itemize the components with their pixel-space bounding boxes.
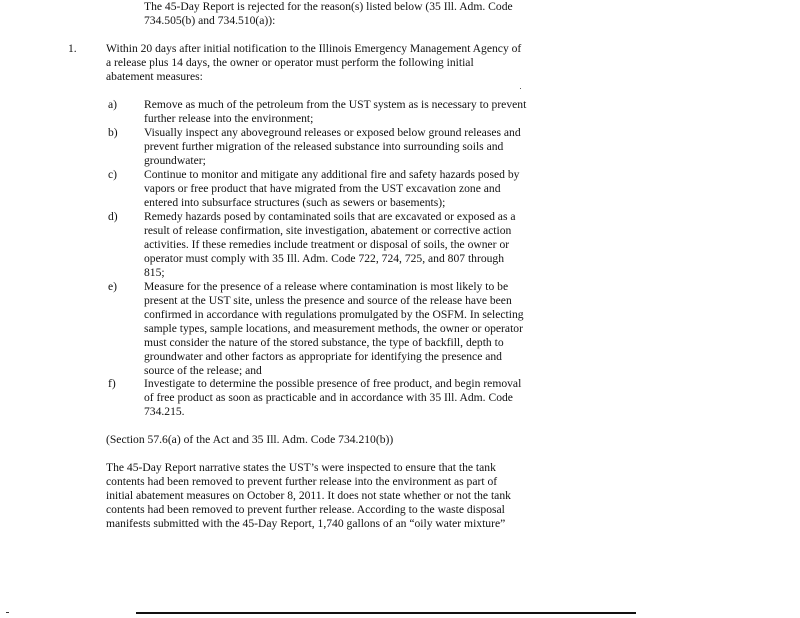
paragraph-line: The 45-Day Report narrative states the UST’s were inspected to ensure that the tank — [106, 461, 496, 474]
subitem-f-text — [144, 377, 521, 419]
subitem-line: Continue to monitor and mitigate any additional fire and safety hazards posed by — [144, 168, 520, 181]
subitem-e-text — [144, 280, 524, 378]
subitem-line: 734.215. — [144, 405, 185, 418]
subitem-line: vapors or free product that have migrated from the UST excavation zone and — [144, 182, 501, 195]
subitem-d-text — [144, 210, 516, 280]
subitem-line: Visually inspect any aboveground releases or exposed below ground releases and — [144, 126, 521, 139]
paragraph-line: contents had been removed to prevent further release. According to the waste disposal — [106, 503, 505, 516]
subitem-line: entered into subsurface structures (such as sewers or basements); — [144, 196, 446, 209]
subitem-line: Remedy hazards posed by contaminated soils that are excavated or exposed as a — [144, 210, 516, 223]
subitem-line: groundwater; — [144, 154, 206, 167]
intro-line-2: 734.505(b) and 734.510(a)): — [144, 14, 276, 27]
subitem-line: Remove as much of the petroleum from the UST system as is necessary to prevent — [144, 98, 527, 111]
footer-rule — [136, 612, 636, 614]
subitem-c-letter: c) — [108, 168, 118, 181]
item-line-2: a release plus 14 days, the owner or operator must perform the following initial — [106, 56, 474, 69]
subitem-line: Investigate to determine the possible presence of free product, and begin removal — [144, 377, 522, 390]
paragraph-line: initial abatement measures on October 8, 2011. It does not state whether or not the tank — [106, 489, 511, 502]
subitem-e-letter: e) — [108, 280, 118, 293]
subitem-a-letter: a) — [108, 98, 118, 111]
subitem-b-text — [144, 126, 521, 168]
subitem-line: Measure for the presence of a release where contamination is most likely to be — [144, 280, 509, 293]
scan-speck — [520, 88, 521, 89]
subitem-line: operator must comply with 35 Ill. Adm. Code 722, 724, 725, and 807 through — [144, 252, 505, 265]
subitem-line: of free product as soon as practicable and in accordance with 35 Ill. Adm. Code — [144, 391, 513, 404]
item-line-1: Within 20 days after initial notification to the Illinois Emergency Management Agency of — [106, 42, 522, 55]
subitem-line: sample types, sample locations, and measurement methods, the owner or operator — [144, 322, 523, 335]
subitem-line: activities. If these remedies include treatment or disposal of soils, the owner or — [144, 238, 510, 251]
subitem-line: confirmed in accordance with regulations promulgated by the OSFM. In selecting — [144, 308, 524, 321]
subitem-line: must consider the nature of the stored substance, the type of backfill, depth to — [144, 336, 504, 349]
intro-line-1: The 45-Day Report is rejected for the reason(s) listed below (35 Ill. Adm. Code — [144, 0, 513, 13]
paragraph-line: contents had been removed to prevent further release into the environment as part of — [106, 475, 498, 488]
subitem-line: prevent further migration of the released substance into surrounding soils and — [144, 140, 504, 153]
item-number: 1. — [68, 42, 77, 55]
subitem-line: further release into the environment; — [144, 112, 314, 125]
item-text — [106, 42, 521, 84]
subitem-line: 815; — [144, 266, 165, 279]
subitem-d-letter: d) — [108, 210, 118, 223]
subitem-line: present at the UST site, unless the presence and source of the release have been — [144, 294, 512, 307]
subitem-b-letter: b) — [108, 126, 118, 139]
item-line-3: abatement measures: — [106, 70, 203, 83]
subitem-line: source of the release; and — [144, 364, 262, 377]
intro-text — [144, 0, 513, 28]
subitem-a-text — [144, 98, 526, 126]
subitem-line: groundwater and other factors as appropriate for identifying the presence and — [144, 350, 502, 363]
subitem-line: result of release confirmation, site investigation, abatement or corrective action — [144, 224, 512, 237]
subitem-f-letter: f) — [108, 377, 116, 390]
scan-speck — [6, 612, 9, 613]
subitem-c-text — [144, 168, 519, 210]
section-reference: (Section 57.6(a) of the Act and 35 Ill. Adm. Code 734.210(b)) — [106, 433, 394, 446]
narrative-paragraph — [106, 461, 511, 531]
paragraph-line: manifests submitted with the 45-Day Report, 1,740 gallons of an “oily water mixture” — [106, 517, 506, 530]
